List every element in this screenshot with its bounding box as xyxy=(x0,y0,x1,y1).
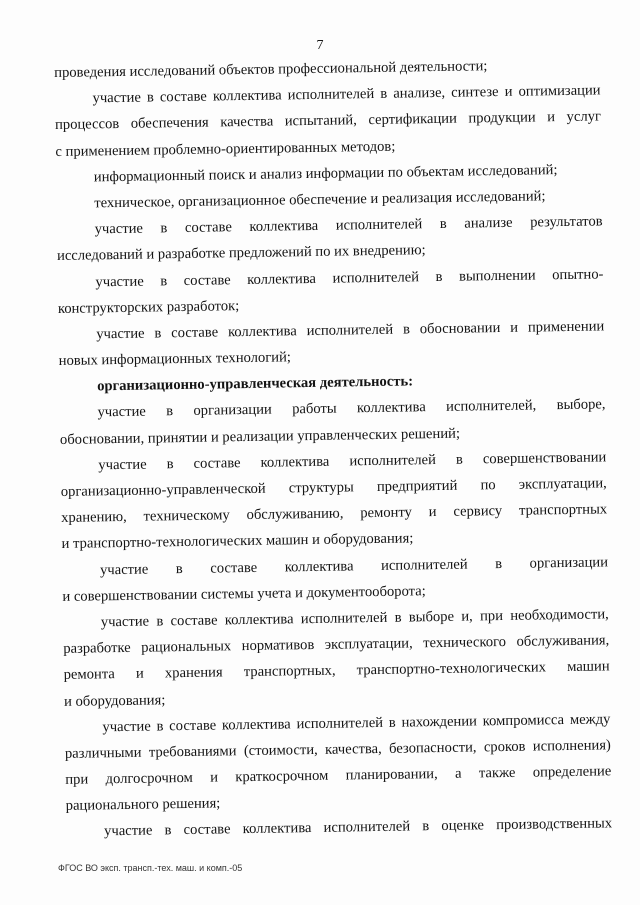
text-line: техническое, организационное обеспечение и реализация исследований; xyxy=(94,188,546,212)
text-line: участие в составе коллектива исполнителей в анализе результатов xyxy=(94,213,603,238)
text-line: участие в составе коллектива исполнителей в нахождении компромисса между xyxy=(102,711,611,736)
text-line: и совершенствовании системы учета и документооборота; xyxy=(62,582,426,605)
text-line: разработке рациональных нормативов эксплуатации, технического обслуживания, xyxy=(63,632,610,658)
text-line: участие в составе коллектива исполнителей в выборе и, при необходимости, xyxy=(100,606,609,631)
text-line: с применением проблемно-ориентированных методов; xyxy=(55,138,396,160)
text-line: рационального решения; xyxy=(65,795,221,815)
text-line: исследований и разработке предложений по их внедрению; xyxy=(56,242,426,265)
text-line: участие в составе коллектива исполнителей в обосновании и применении xyxy=(96,318,605,343)
text-line: информационный поиск и анализ информации по объектам исследований; xyxy=(93,161,558,186)
text-line: организационно-управленческой структуры предприятий по эксплуатации, xyxy=(60,475,607,500)
text-line: конструкторских разработок; xyxy=(57,297,240,317)
text-line: новых информационных технологий; xyxy=(58,349,292,370)
section-heading: организационно-управленческая деятельность: xyxy=(97,373,414,395)
text-line: и оборудования; xyxy=(63,691,166,710)
text-line: участие в составе коллектива исполнителей в организации xyxy=(99,553,609,578)
text-line: обосновании, принятии и реализации управленческих решений; xyxy=(59,425,461,448)
footer-code: ФГОС ВО эксп. трансп.-тех. маш. и комп.-05 xyxy=(58,863,243,873)
page-number: 7 xyxy=(316,38,324,53)
text-line: хранению, техническому обслуживанию, ремонту и сервису транспортных xyxy=(61,501,608,527)
text-line: участие в составе коллектива исполнителей в совершенствовании xyxy=(98,449,607,474)
text-line: участие в составе коллектива исполнителей в анализе, синтезе и оптимизации xyxy=(92,82,601,107)
text-line: проведения исследований объектов профессиональной деятельности; xyxy=(54,58,488,81)
text-line: при долгосрочном и краткосрочном планировании, а также определение xyxy=(65,763,612,788)
text-line: и транспортно-технологических машин и оборудования; xyxy=(61,530,414,553)
text-line: ремонта и хранения транспортных, транспортно-технологических машин xyxy=(63,658,610,684)
text-line: процессов обеспечения качества испытаний, сертификации продукции и услуг xyxy=(54,108,602,134)
text-line: участие в организации работы коллектива исполнителей, выборе, xyxy=(97,396,606,421)
text-line: участие в составе коллектива исполнителей в оценке производственных xyxy=(104,815,613,840)
body-text xyxy=(54,51,612,845)
text-line: участие в составе коллектива исполнителей в выполнении опытно- xyxy=(95,265,604,290)
text-line: различными требованиями (стоимости, качества, безопасности, сроков исполнения) xyxy=(64,737,611,762)
